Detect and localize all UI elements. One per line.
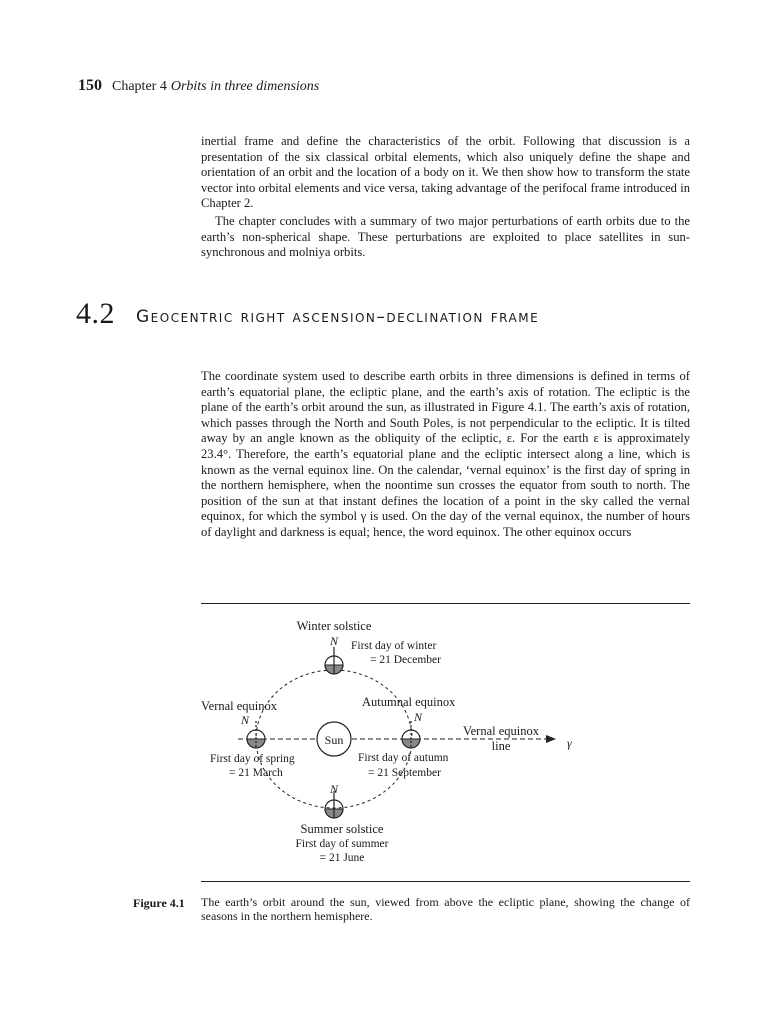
summer-date: = 21 June bbox=[319, 852, 365, 864]
equinox-line-label-2: line bbox=[491, 739, 511, 753]
earth-autumnal bbox=[402, 721, 420, 748]
section-body: The coordinate system used to describe earth orbits in three dimensions is defined in terms of earth’s equatorial plane, the ecliptic plane, and the earth’s axis of rotation. The ecliptic is the plane of the earth’s orbit around the sun, as illustrated in Figure 4.1. The earth’s axis of rotation, which passes through the North and South Poles, is not perpendicular to the ecliptic. It is tilted away by an angle known as the obliquity of the ecliptic, ε. For the earth ε is approximately 23.4°. Therefore, the earth’s equatorial plane and the ecliptic intersect along a line, which is known as the vernal equinox line. On the calendar, ‘vernal equinox’ is the first day of spring in the northern hemisphere, when the noontime sun crosses the equator from south to north. The position of the sun at that instant defines the location of a point in the sky called the vernal equinox, for which the symbol γ is used. On the day of the vernal equinox, the number of hours of daylight and darkness is equal; hence, the word equinox. The other equinox occurs bbox=[201, 369, 690, 539]
chapter-title: Orbits in three dimensions bbox=[170, 79, 320, 94]
summer-title: Summer solstice bbox=[300, 822, 384, 836]
figure-caption-label: Figure 4.1 bbox=[133, 896, 185, 910]
north-label-winter: N bbox=[330, 634, 339, 648]
intro-paragraph-1: inertial frame and define the characteristics of the orbit. Following that discussion is a presentation of the six classical orbital elements, which also uniquely define the shape and orientation of an orbit and the location of a body on it. We then show how to transform the state vector into orbital elements and vice versa, taking advantage of the perifocal frame introduced in Chapter 2. bbox=[201, 134, 690, 211]
earth-winter bbox=[325, 647, 343, 674]
autumnal-title: Autumnal equinox bbox=[362, 695, 456, 709]
summer-day: First day of summer bbox=[295, 838, 389, 850]
autumnal-day: First day of autumn bbox=[358, 752, 449, 764]
equinox-arrowhead bbox=[546, 735, 556, 743]
winter-day: First day of winter bbox=[351, 640, 437, 652]
page-number: 150 bbox=[78, 77, 102, 94]
section-number: 4.2 bbox=[76, 297, 115, 330]
figure-bottom-rule bbox=[201, 881, 690, 882]
winter-date: = 21 December bbox=[370, 654, 441, 666]
north-label-summer: N bbox=[330, 782, 339, 796]
section-title: Geocentric right ascension–declination frame bbox=[136, 307, 540, 327]
chapter-label: Chapter 4 bbox=[112, 79, 167, 94]
equinox-line-label-1: Vernal equinox bbox=[462, 724, 540, 738]
vernal-title: Vernal equinox bbox=[201, 699, 278, 713]
vernal-date: = 21 March bbox=[229, 767, 283, 779]
sun-label: Sun bbox=[324, 733, 344, 747]
vernal-day: First day of spring bbox=[210, 753, 295, 765]
earth-vernal bbox=[247, 721, 265, 748]
winter-title: Winter solstice bbox=[296, 619, 372, 633]
figure-caption-text: The earth’s orbit around the sun, viewed from above the ecliptic plane, showing the change of seasons in the northern hemisphere. bbox=[201, 895, 690, 923]
autumnal-date: = 21 September bbox=[368, 767, 441, 779]
north-label-vernal: N bbox=[241, 713, 250, 727]
gamma-symbol: γ bbox=[567, 736, 572, 750]
intro-paragraph-2: The chapter concludes with a summary of two major perturbations of earth orbits due to the earth’s non-spherical shape. These perturbations are exploited to place satellites in sun-synchronous and molniya orbits. bbox=[201, 214, 690, 260]
north-label-autumnal: N bbox=[414, 710, 423, 724]
